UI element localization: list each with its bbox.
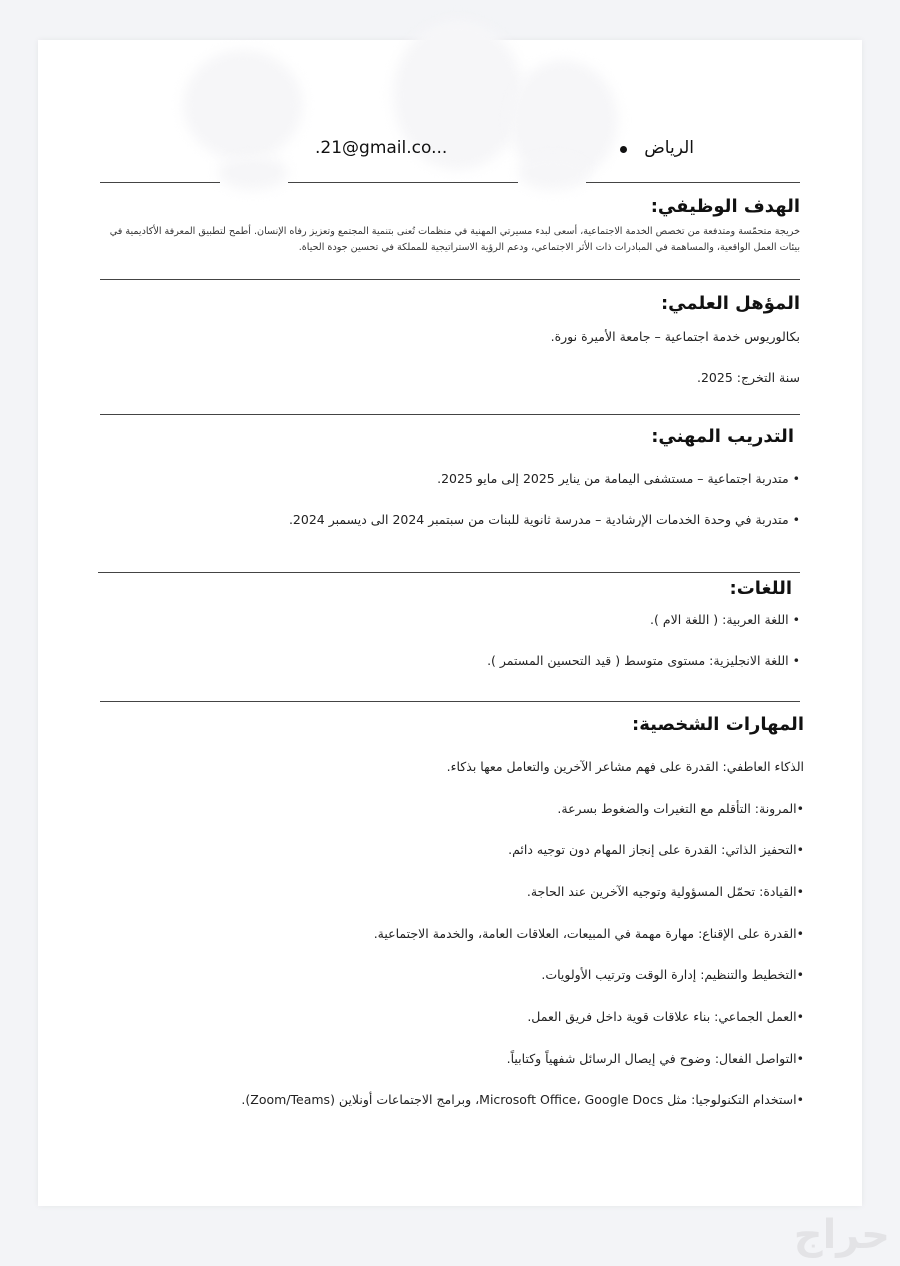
resume-page: [38, 40, 862, 1206]
skill-item: الذكاء العاطفي: القدرة على فهم مشاعر الآخرين والتعامل معها بذكاء.: [446, 759, 804, 774]
divider: [288, 182, 518, 183]
haraj-watermark: حراج: [793, 1212, 890, 1258]
section-title-objective: الهدف الوظيفي:: [650, 196, 800, 217]
blurred-contact-area: [518, 155, 588, 190]
city-text: الرياض: [644, 138, 694, 158]
skill-item: •العمل الجماعي: بناء علاقات قوية داخل فريق العمل.: [527, 1009, 804, 1024]
divider: [586, 182, 800, 183]
skill-item: •القدرة على الإقناع: مهارة مهمة في المبيعات، العلاقات العامة، والخدمة الاجتماعية.: [373, 926, 804, 941]
blurred-photo-area: [183, 50, 303, 160]
skill-item: •التحفيز الذاتي: القدرة على إنجاز المهام دون توجيه دائم.: [508, 842, 804, 857]
language-item: • اللغة الانجليزية: مستوى متوسط ( قيد التحسين المستمر ).: [487, 653, 800, 668]
divider: [100, 279, 800, 280]
section-title-education: المؤهل العلمي:: [660, 293, 800, 314]
divider: [100, 701, 800, 702]
skill-item: •استخدام التكنولوجيا: مثل Microsoft Office، Google Docs، وبرامج الاجتماعات أونلاين (Zoom/Teams).: [241, 1092, 804, 1107]
email-text: .21@gmail.co...: [315, 138, 448, 158]
blurred-contact-area: [218, 155, 288, 190]
language-item: • اللغة العربية: ( اللغة الام ).: [650, 612, 800, 627]
objective-line-2: بيئات العمل الواقعية، والمساهمة في المبادرات ذات الأثر الاجتماعي، ودعم الرؤية الاستراتيجية للمملكة في تحسين جودة الحياة.: [298, 242, 800, 253]
bullet-dot: [620, 146, 627, 153]
skill-item: •التخطيط والتنظيم: إدارة الوقت وترتيب الأولويات.: [541, 967, 804, 982]
education-degree: بكالوريوس خدمة اجتماعية – جامعة الأميرة نورة.: [550, 329, 800, 344]
section-title-training: التدريب المهني:: [651, 426, 794, 447]
education-graduation: سنة التخرج: 2025.: [697, 370, 800, 385]
divider: [98, 572, 800, 573]
skill-item: •التواصل الفعال: وضوح في إيصال الرسائل شفهياً وكتابياً.: [506, 1051, 804, 1066]
objective-line-1: خريجة متحمّسة ومتدفعة من تخصص الخدمة الاجتماعية، أسعى لبدء مسيرتي المهنية في منظمات تُعنى بتنمية المجتمع وتعزيز رفاه الإنسان. أطمح لتطبيق المعرفة الأكاديمية في: [109, 226, 800, 237]
training-item: • متدربة اجتماعية – مستشفى اليمامة من يناير 2025 إلى مايو 2025.: [437, 471, 800, 486]
divider: [100, 414, 800, 415]
section-title-languages: اللغات:: [729, 578, 792, 599]
section-title-skills: المهارات الشخصية:: [632, 714, 804, 735]
training-item: • متدربة في وحدة الخدمات الإرشادية – مدرسة ثانوية للبنات من سبتمبر 2024 الى ديسمبر 2024.: [288, 512, 800, 527]
skill-item: •المرونة: التأقلم مع التغيرات والضغوط بسرعة.: [557, 801, 804, 816]
skill-item: •القيادة: تحمّل المسؤولية وتوجيه الآخرين عند الحاجة.: [526, 884, 804, 899]
divider: [100, 182, 220, 183]
